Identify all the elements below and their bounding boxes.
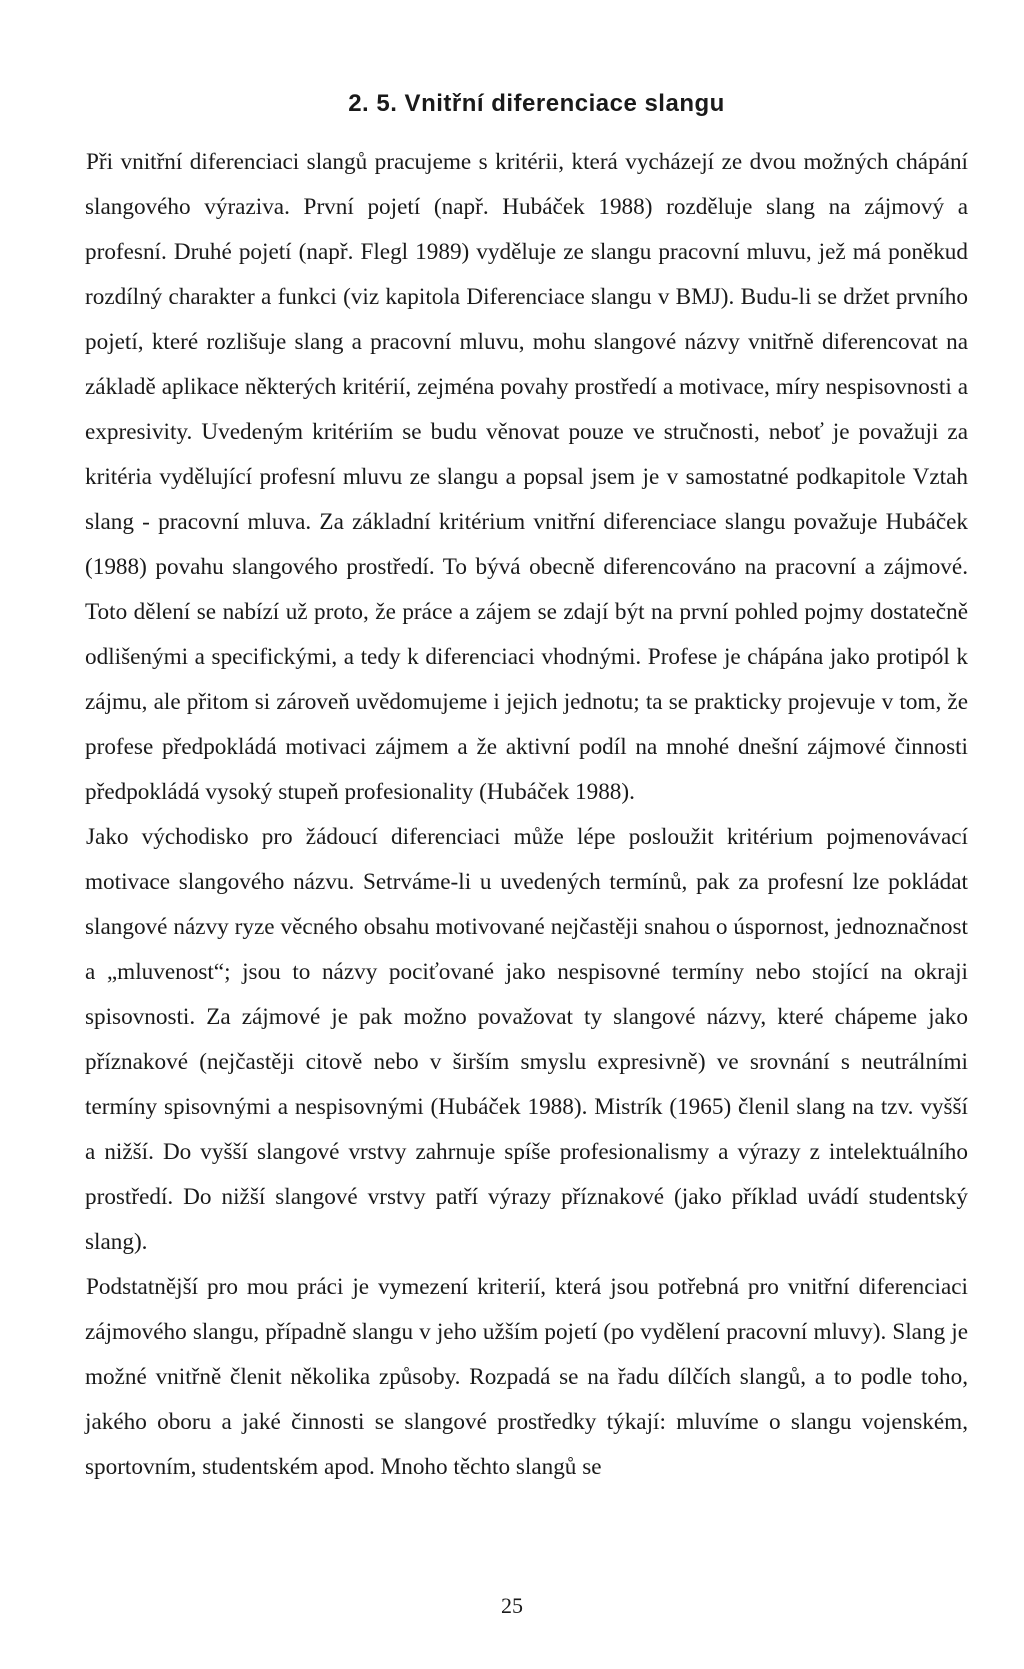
paragraph-2: Jako východisko pro žádoucí diferenciaci může lépe posloužit kritérium pojmenovávací motivace slangového názvu. Setrváme-li u uvedených termínů, pak za profesní lze pokládat slangové názvy ryze věcného obsahu motivované nejčastěji snahou o úspornost, jednoznačnost a „mluvenost“; jsou to názvy pociťované jako nespisovné termíny nebo stojící na okraji spisovnosti. Za zájmové je pak možno považovat ty slangové názvy, které chápeme jako příznakové (nejčastěji citově nebo v širším smyslu expresivně) ve srovnání s neutrálními termíny spisovnými a nespisovnými (Hubáček 1988). Mistrík (1965) členil slang na tzv. vyšší a nižší. Do vyšší slangové vrstvy zahrnuje spíše profesionalismy a výrazy z intelektuálního prostředí. Do nižší slangové vrstvy patří výrazy příznakové (jako příklad uvádí studentský slang). xyxy=(85,824,968,1255)
paragraph-1: Při vnitřní diferenciaci slangů pracujeme s kritérii, která vycházejí ze dvou možných chápání slangového výraziva. První pojetí (např. Hubáček 1988) rozděluje slang na zájmový a profesní. Druhé pojetí (např. Flegl 1989) vyděluje ze slangu pracovní mluvu, jež má poněkud rozdílný charakter a funkci (viz kapitola Diferenciace slangu v BMJ). Budu-li se držet prvního pojetí, které rozlišuje slang a pracovní mluvu, mohu slangové názvy vnitřně diferencovat na základě aplikace některých kritérií, zejména povahy prostředí a motivace, míry nespisovnosti a expresivity. Uvedeným kritériím se budu věnovat pouze ve stručnosti, neboť je považuji za kritéria vydělující profesní mluvu ze slangu a popsal jsem je v samostatné podkapitole Vztah slang - pracovní mluva. Za základní kritérium vnitřní diferenciace slangu považuje Hubáček (1988) povahu slangového prostředí. To bývá obecně diferencováno na pracovní a zájmové. Toto dělení se nabízí už proto, že práce a zájem se zdají být na první pohled pojmy dostatečně odlišenými a specifickými, a tedy k diferenciaci vhodnými. Profese je chápána jako protipól k zájmu, ale přitom si zároveň uvědomujeme i jejich jednotu; ta se prakticky projevuje v tom, že profese předpokládá motivaci zájmem a že aktivní podíl na mnohé dnešní zájmové činnosti předpokládá vysoký stupeň profesionality (Hubáček 1988). xyxy=(85,149,968,805)
section-heading: 2. 5. Vnitřní diferenciace slangu xyxy=(348,90,725,117)
page-number: 25 xyxy=(501,1593,523,1618)
page-content xyxy=(85,0,968,1490)
paragraph-3: Podstatnější pro mou práci je vymezení kriterií, která jsou potřebná pro vnitřní diferenciaci zájmového slangu, případně slangu v jeho užším pojetí (po vydělení pracovní mluvy). Slang je možné vnitřně členit několika způsoby. Rozpadá se na řadu dílčích slangů, a to podle toho, jakého oboru a jaké činnosti se slangové prostředky týkají: mluvíme o slangu vojenském, sportovním, studentském apod. Mnoho těchto slangů se xyxy=(85,1274,968,1480)
